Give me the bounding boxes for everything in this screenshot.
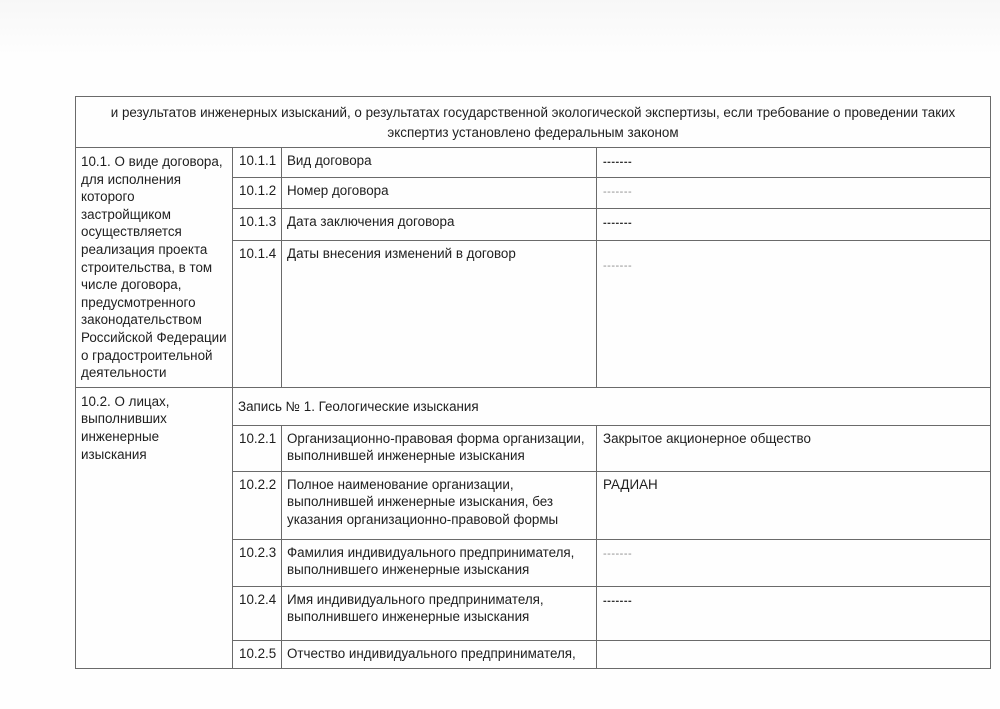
empty-value-dash: ------- (603, 547, 633, 560)
row-label: Номер договора (282, 178, 597, 209)
row-label: Отчество индивидуального предпринимателя, (282, 640, 597, 668)
section-10-2-title: 10.2. О лицах, выполнивших инженерные изыскания (76, 387, 233, 668)
section-10-1-title: 10.1. О виде договора, для исполнения которого застройщиком осуществляется реализация проекта строительства, в том числе договора, предусмотренного законодательством Российской Федерации о градостроительной деятельности (76, 148, 233, 388)
empty-value-dash: ------- (603, 217, 633, 230)
row-value: Закрытое акционерное общество (597, 425, 991, 471)
row-number: 10.1.1 (233, 148, 282, 178)
row-value (597, 640, 991, 668)
row-number: 10.2.5 (233, 640, 282, 668)
row-value (597, 148, 991, 178)
row-value (597, 586, 991, 640)
row-label: Дата заключения договора (282, 209, 597, 240)
row-number: 10.2.2 (233, 471, 282, 539)
project-declaration-table (75, 96, 991, 669)
record-title-row (76, 387, 991, 425)
empty-value-dash: ------- (603, 186, 633, 199)
row-number: 10.1.2 (233, 178, 282, 209)
record-title: Запись № 1. Геологические изыскания (233, 387, 991, 425)
empty-value-dash: ------- (603, 156, 633, 168)
row-number: 10.1.4 (233, 240, 282, 387)
row-number: 10.1.3 (233, 209, 282, 240)
row-value: РАДИАН (597, 471, 991, 539)
row-label: Даты внесения изменений в договор (282, 240, 597, 387)
row-label: Организационно-правовая форма организации, выполнившей инженерные изыскания (282, 425, 597, 471)
row-number: 10.2.1 (233, 425, 282, 471)
row-value (597, 209, 991, 240)
row-value (597, 178, 991, 209)
empty-value-dash: ------- (603, 594, 633, 607)
row-value (597, 539, 991, 586)
row-label: Полное наименование организации, выполнившей инженерные изыскания, без указания организационно-правовой формы (282, 471, 597, 539)
row-value (597, 240, 991, 387)
row-number: 10.2.3 (233, 539, 282, 586)
row-label: Имя индивидуального предпринимателя, выполнившего инженерные изыскания (282, 586, 597, 640)
row-label: Фамилия индивидуального предпринимателя, выполнившего инженерные изыскания (282, 539, 597, 586)
header-row (76, 97, 991, 148)
empty-value-dash: ------- (603, 259, 633, 272)
header-continuation-text: и результатов инженерных изысканий, о результатах государственной экологической экспертизы, если требование о проведении таких экспертиз установлено федеральным законом (76, 97, 991, 148)
row-number: 10.2.4 (233, 586, 282, 640)
table-row-10-1-1 (76, 148, 991, 178)
row-label: Вид договора (282, 148, 597, 178)
